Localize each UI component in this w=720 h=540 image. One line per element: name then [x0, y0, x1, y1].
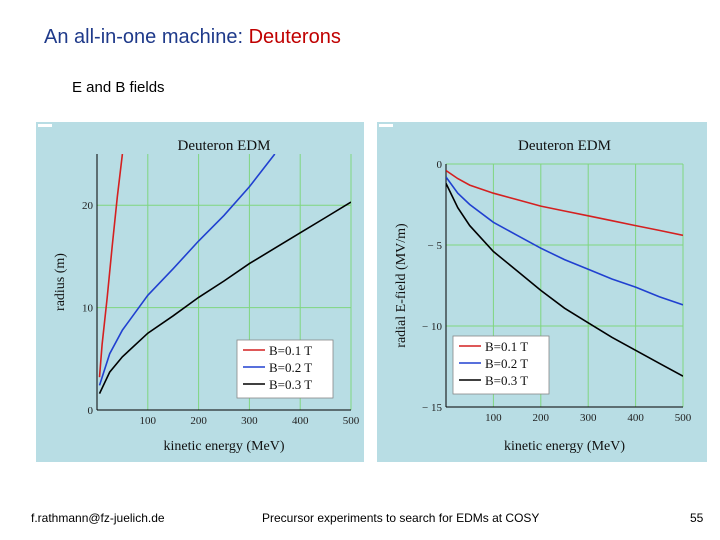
window-marker	[38, 124, 52, 127]
legend-label: B=0.3 T	[269, 377, 313, 392]
x-tick-label: 400	[291, 415, 309, 427]
efield-chart	[377, 122, 707, 462]
footer-email: f.rathmann@fz-juelich.de	[31, 511, 165, 525]
y-tick-label: 0	[87, 405, 93, 417]
slide-subtitle: E and B fields	[72, 79, 165, 96]
legend-label: B=0.2 T	[485, 356, 529, 371]
slide-title	[44, 26, 341, 49]
x-tick-label: 500	[674, 412, 692, 424]
y-tick-label: 0	[436, 159, 442, 171]
footer-title: Precursor experiments to search for EDMs at COSY	[262, 511, 540, 525]
y-axis-label: radial E-field (MV/m)	[394, 223, 409, 348]
y-tick-label: 20	[82, 200, 93, 213]
x-tick-label: 100	[139, 415, 157, 427]
x-tick-label: 100	[485, 412, 502, 424]
legend-label: B=0.3 T	[485, 373, 529, 388]
legend-label: B=0.2 T	[269, 360, 313, 375]
x-axis-label: kinetic energy (MeV)	[163, 439, 285, 454]
legend-label: B=0.1 T	[485, 339, 529, 354]
x-tick-label: 300	[241, 415, 258, 427]
y-tick-label: 10	[82, 302, 93, 315]
slide-title-main: An all-in-one machine:	[44, 26, 249, 48]
y-tick-label: − 10	[422, 321, 442, 333]
x-tick-label: 200	[190, 415, 207, 427]
x-tick-label: 500	[342, 415, 360, 427]
x-tick-label: 400	[627, 412, 644, 424]
radius-chart	[36, 122, 364, 462]
slide-title-accent: Deuterons	[248, 26, 341, 48]
x-tick-label: 200	[532, 412, 550, 424]
y-tick-label: − 15	[422, 402, 442, 414]
y-tick-label: − 5	[427, 240, 442, 252]
chart-title: Deuteron EDM	[518, 138, 611, 154]
legend-label: B=0.1 T	[269, 343, 313, 358]
plot-background	[36, 122, 364, 462]
x-tick-label: 300	[579, 412, 597, 424]
y-axis-label: radius (m)	[53, 253, 68, 311]
x-axis-label: kinetic energy (MeV)	[503, 439, 626, 454]
page-number: 55	[690, 511, 704, 525]
chart-title: Deuteron EDM	[177, 138, 271, 154]
window-marker	[379, 124, 393, 127]
